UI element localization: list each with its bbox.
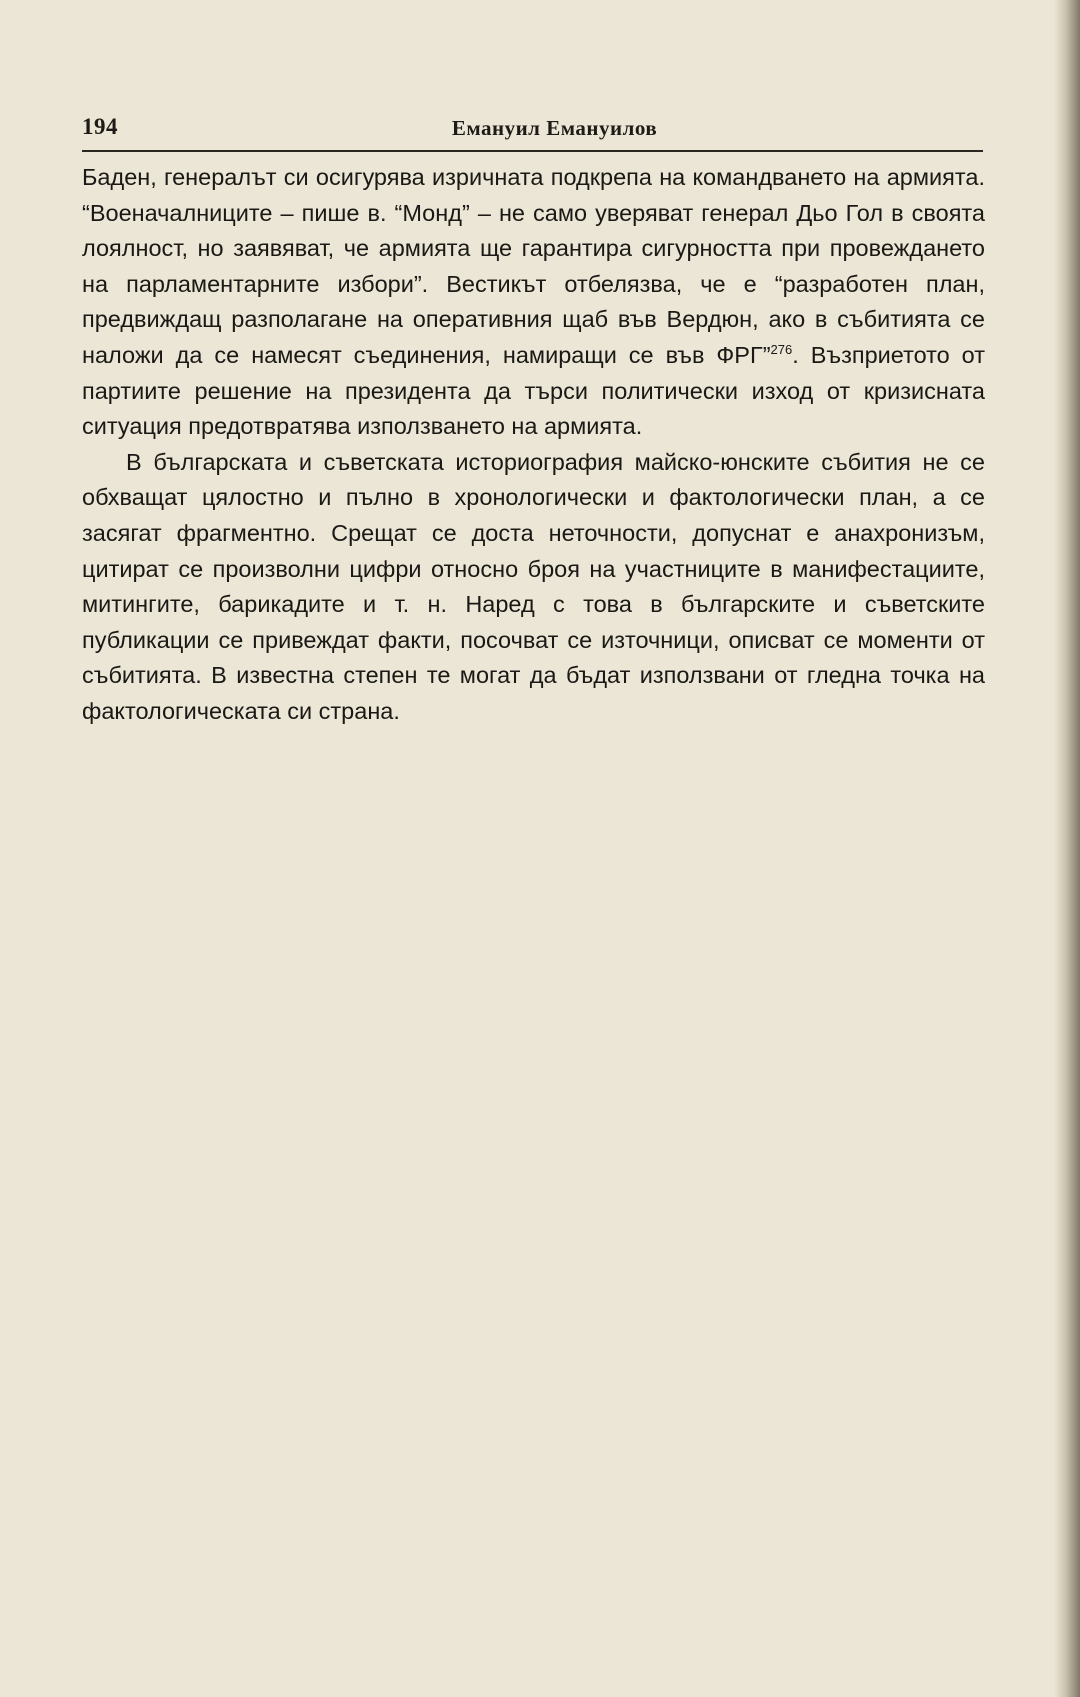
paragraph-2: В българската и съветската историография майско-юнските събития не се обхващат цялостно и пълно в хронологически и фактологически план, а се засягат фрагментно. Срещат се доста неточности, допуснат е анахронизъм, цитират се произволни цифри относно броя на участниците в манифестациите, митингите, барикадите и т. н. Наред с това в българските и съветските публикации се привеждат факти, посочват се източници, описват се моменти от събитията. В известна степен те могат да бъдат използвани от гледна точка на фактологическата си страна. bbox=[82, 448, 985, 724]
running-head-author: Емануил Емануилов bbox=[451, 116, 658, 140]
paragraph-1 bbox=[82, 160, 985, 445]
page-number: 194 bbox=[82, 114, 118, 139]
gutter-shadow bbox=[1054, 0, 1080, 1697]
footnote-ref-276: 276 bbox=[770, 341, 793, 357]
page-header bbox=[82, 112, 983, 148]
paragraph-1-text-continued: . Възприетото от партиите решение на президента да търси политически изход от кризисната ситуация предотвратява използването на армията. bbox=[82, 341, 985, 440]
body-text bbox=[82, 160, 985, 730]
paragraph-1-text: Баден, генералът си осигурява изричната подкрепа на командването на армията. “Военачалниците – пише в. “Монд” – не само уверяват генерал Дьо Гол в своята лоялност, но заявяват, че армията ще гарантира сигурността при провеждането на парламентарните избори”. Вестикът отбелязва, че е “разработен план, предвиждащ разполагане на оперативния щаб във Вердюн, ако в събитията се наложи да се намесят съединения, намиращи се във ФРГ” bbox=[82, 164, 985, 368]
header-rule bbox=[82, 150, 983, 152]
